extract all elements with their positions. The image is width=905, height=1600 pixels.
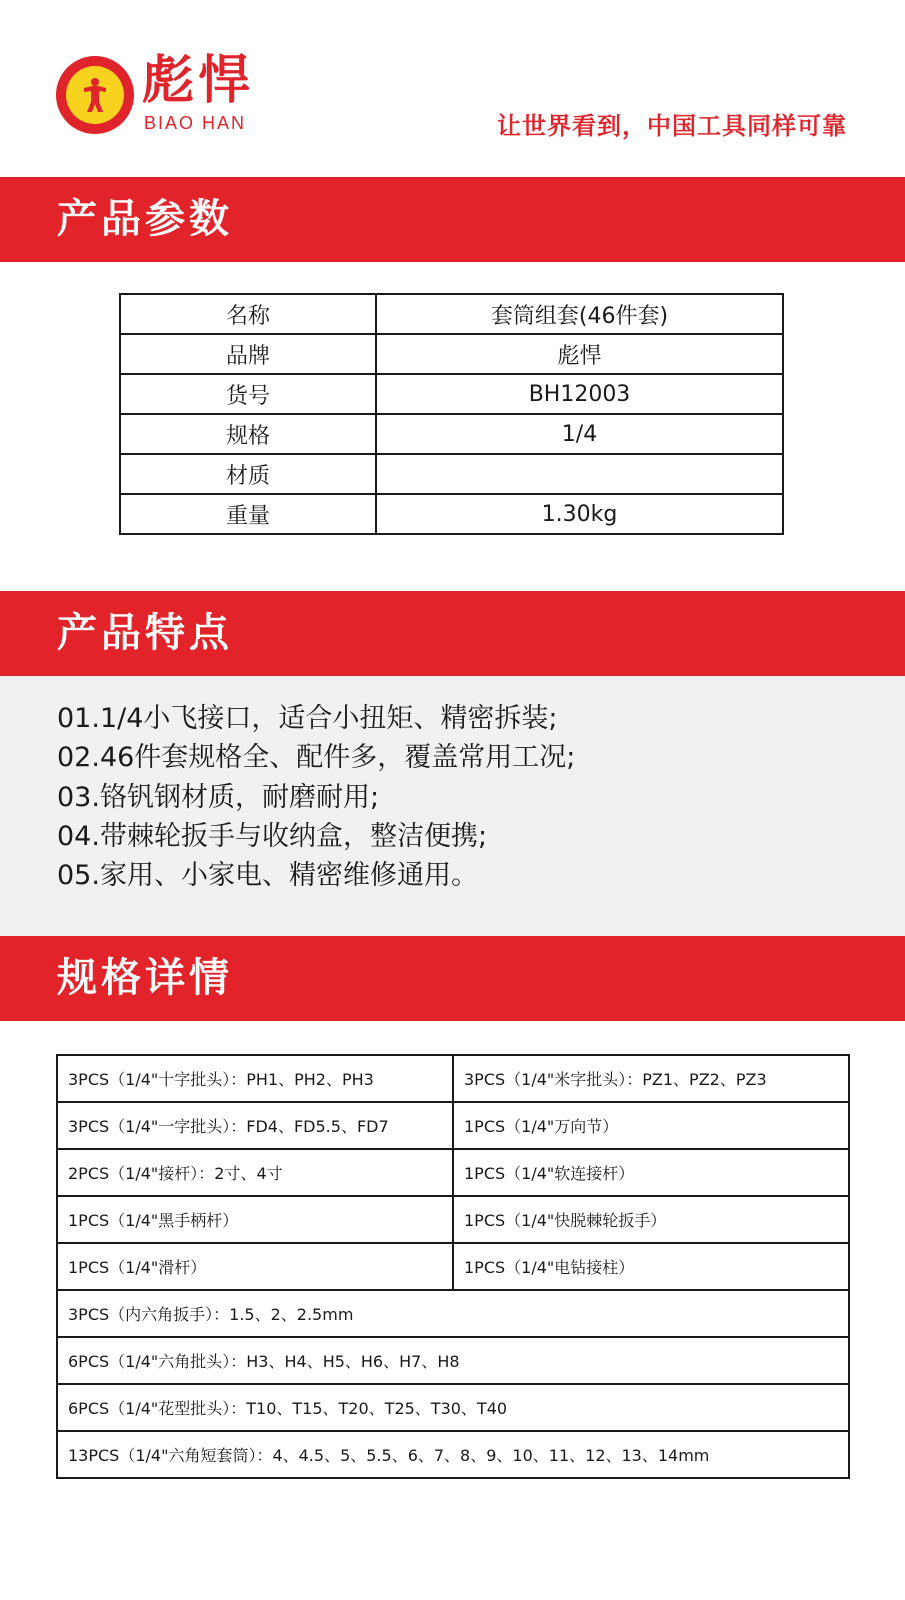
param-label: 品牌 [120,334,376,374]
spec-cell-full: 6PCS（1/4"六角批头）：H3、H4、H5、H6、H7、H8 [57,1337,849,1384]
table-row [57,1290,849,1337]
strongman-figure-icon [80,76,110,114]
section-header-features [0,591,905,676]
table-row [120,334,783,374]
feature-item: 04.带棘轮扳手与收纳盒，整洁便携; [57,821,488,852]
param-label: 名称 [120,294,376,334]
section-title: 产品参数 [57,196,233,242]
table-row [57,1337,849,1384]
param-label: 规格 [120,414,376,454]
table-row [57,1102,849,1149]
params-table [119,293,784,535]
param-value: 1/4 [376,414,783,454]
header [0,0,905,177]
spec-cell-full: 13PCS（1/4"六角短套筒）：4、4.5、5、5.5、6、7、8、9、10、11、12、13、14mm [57,1431,849,1478]
table-row [120,454,783,494]
table-row [57,1384,849,1431]
section-header-params [0,177,905,262]
section-title: 规格详情 [57,955,233,1001]
table-row [120,414,783,454]
spec-cell: 1PCS（1/4"快脱棘轮扳手） [453,1196,849,1243]
brand-logo-emblem [56,56,134,134]
table-row [120,294,783,334]
spec-cell: 1PCS（1/4"黑手柄杆） [57,1196,453,1243]
spec-cell: 1PCS（1/4"滑杆） [57,1243,453,1290]
feature-item: 01.1/4小飞接口，适合小扭矩、精密拆装; [57,703,558,734]
param-value: BH12003 [376,374,783,414]
table-row [57,1196,849,1243]
param-value: 彪悍 [376,334,783,374]
param-value: 1.30kg [376,494,783,534]
spec-cell: 1PCS（1/4"电钻接柱） [453,1243,849,1290]
spec-cell: 3PCS（1/4"十字批头）：PH1、PH2、PH3 [57,1055,453,1102]
table-row [57,1149,849,1196]
spec-cell-full: 3PCS（内六角扳手）：1.5、2、2.5mm [57,1290,849,1337]
feature-item: 03.铬钒钢材质，耐磨耐用; [57,782,380,813]
feature-item: 02.46件套规格全、配件多，覆盖常用工况; [57,742,576,773]
param-value: 套筒组套(46件套) [376,294,783,334]
section-title: 产品特点 [57,610,233,656]
spec-cell: 3PCS（1/4"米字批头）：PZ1、PZ2、PZ3 [453,1055,849,1102]
spec-cell: 3PCS（1/4"一字批头）：FD4、FD5.5、FD7 [57,1102,453,1149]
table-row [57,1243,849,1290]
param-label: 材质 [120,454,376,494]
spec-cell-full: 6PCS（1/4"花型批头）：T10、T15、T20、T25、T30、T40 [57,1384,849,1431]
specs-table [56,1054,850,1479]
brand-name-en: BIAO HAN [144,113,247,133]
table-row [57,1431,849,1478]
section-header-specs [0,936,905,1021]
spec-cell: 1PCS（1/4"万向节） [453,1102,849,1149]
table-row [120,374,783,414]
brand-name-cn: 彪悍 [142,50,255,111]
param-label: 重量 [120,494,376,534]
spec-cell: 2PCS（1/4"接杆）：2寸、4寸 [57,1149,453,1196]
param-label: 货号 [120,374,376,414]
brand-slogan: 让世界看到，中国工具同样可靠 [497,112,847,140]
features-list [0,676,905,936]
table-row [57,1055,849,1102]
spec-cell: 1PCS（1/4"软连接杆） [453,1149,849,1196]
feature-item: 05.家用、小家电、精密维修通用。 [57,860,478,891]
param-value [376,454,783,494]
table-row [120,494,783,534]
